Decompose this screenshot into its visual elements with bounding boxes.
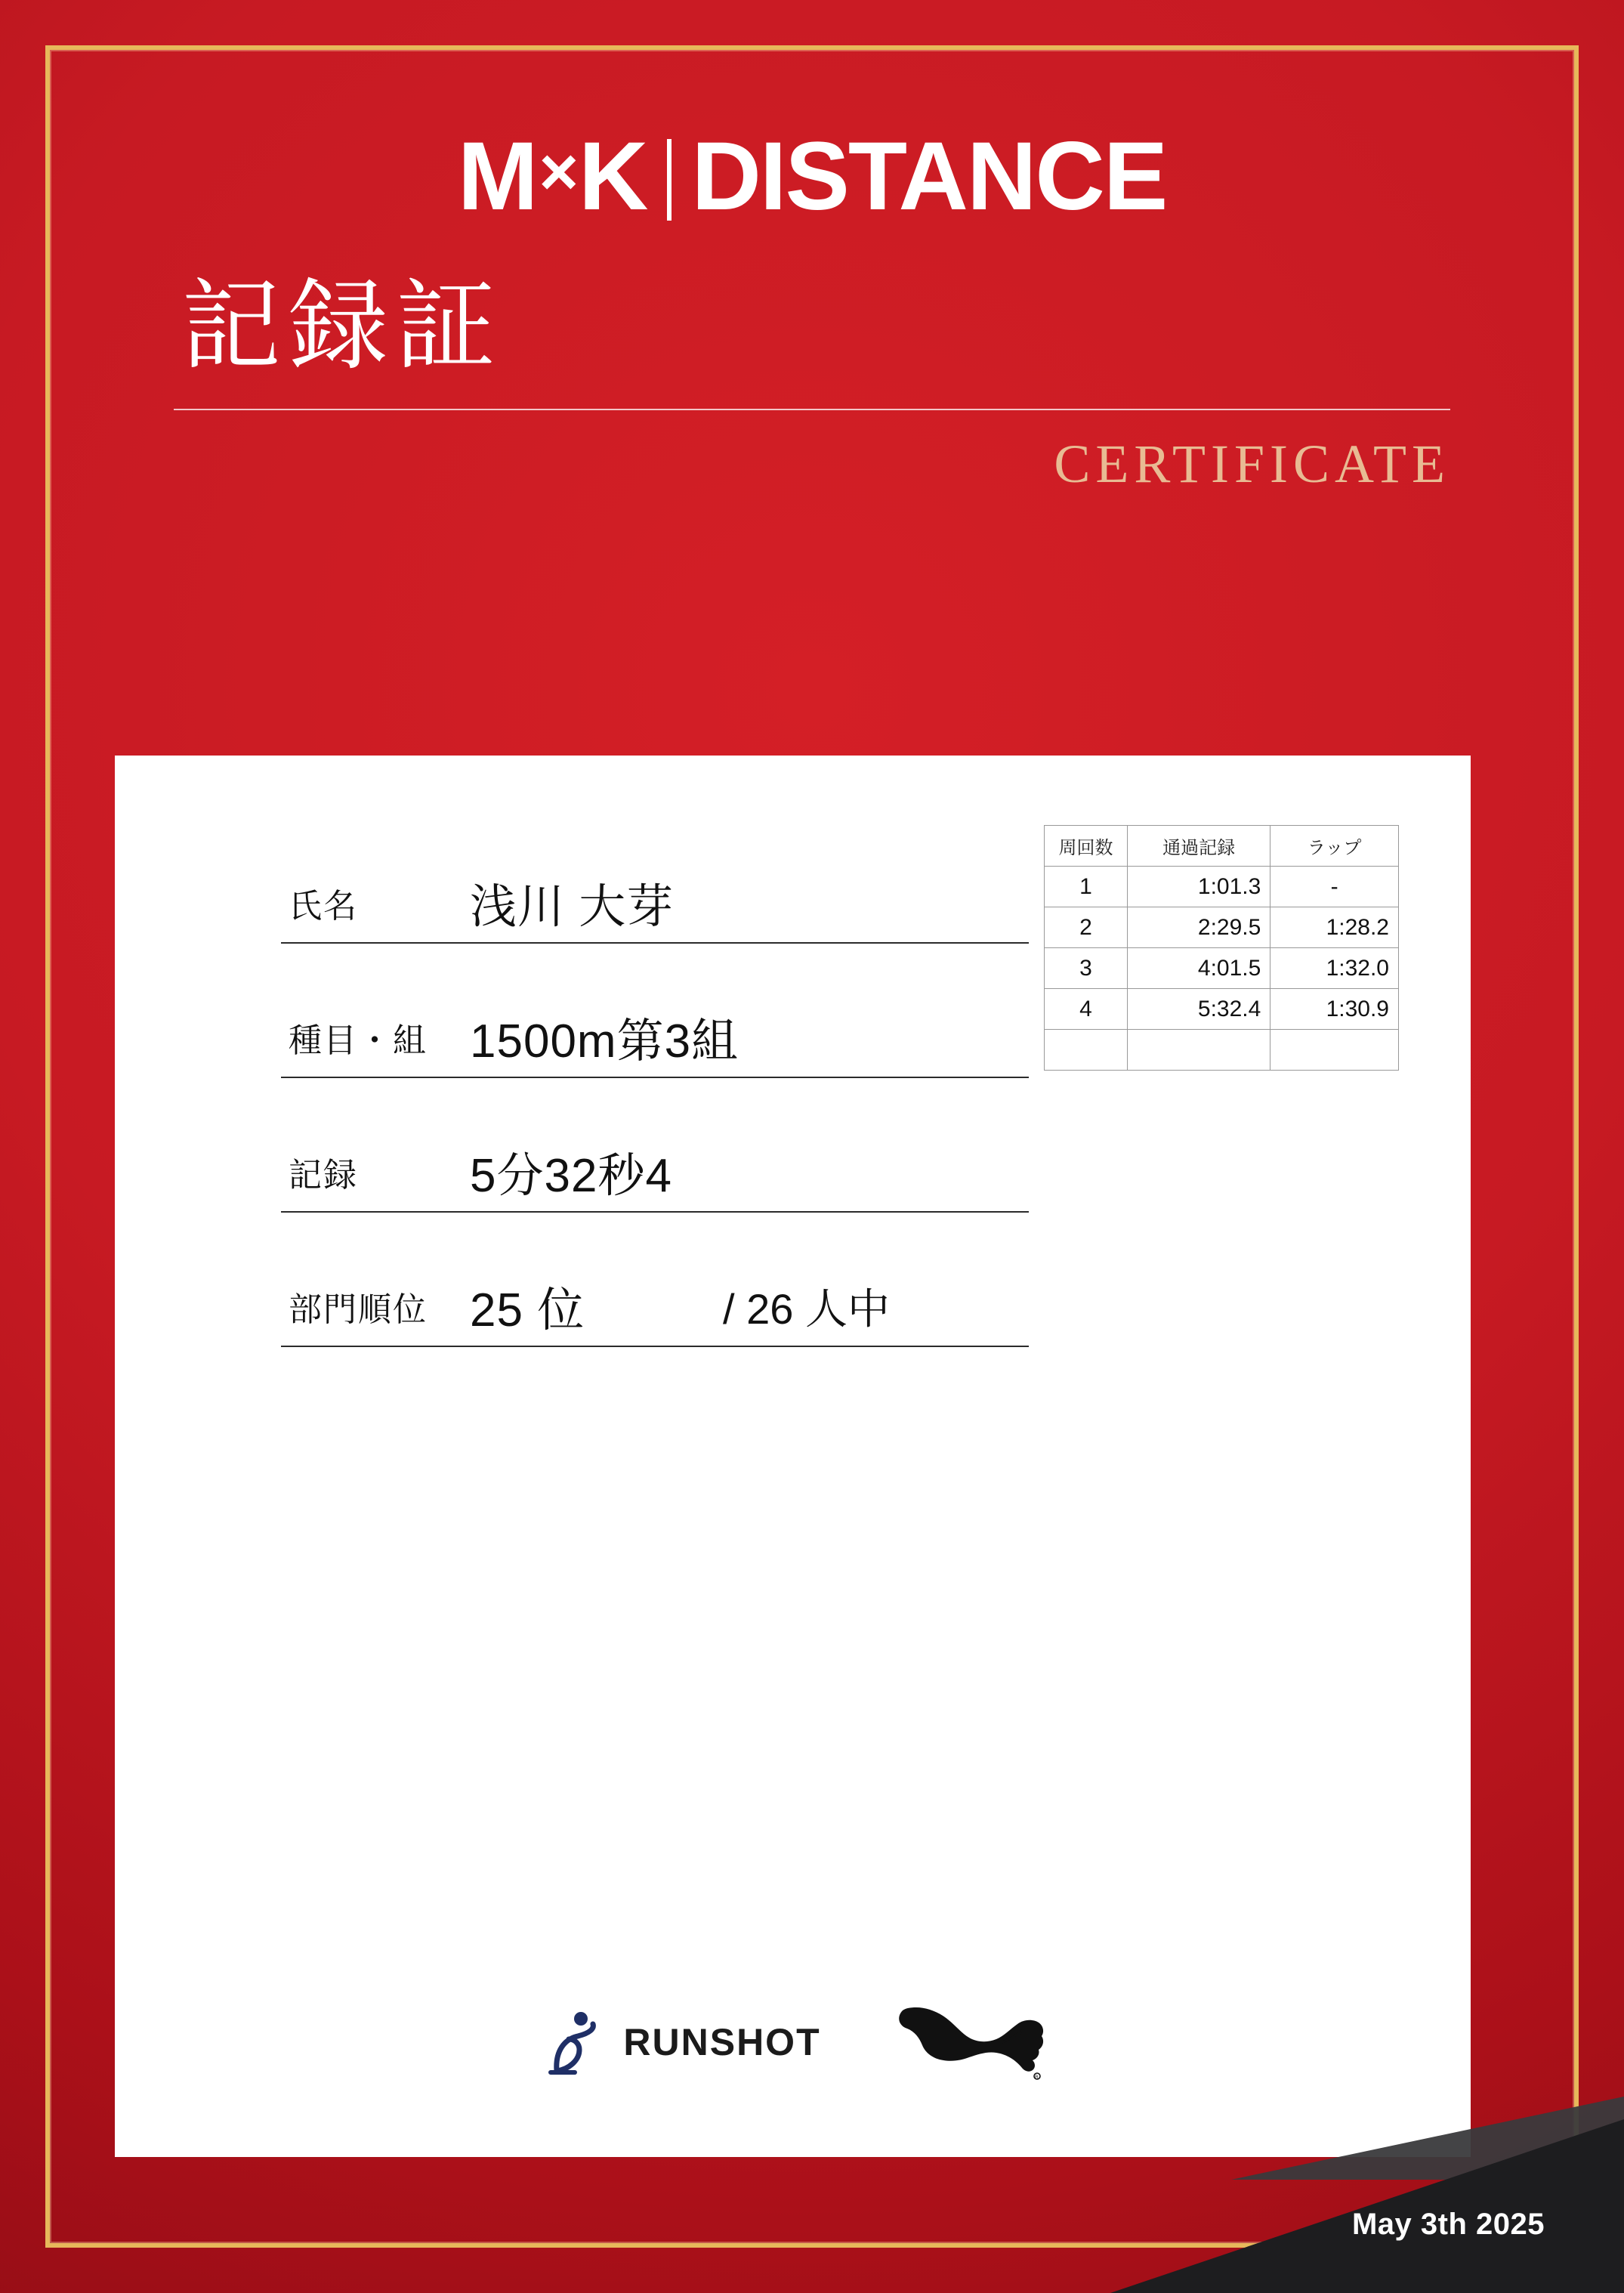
page-title-en: CERTIFICATE [1054, 434, 1450, 495]
field-event-value: 1500m第3組 [470, 1015, 739, 1068]
lap-number [1045, 1030, 1128, 1071]
table-row [1045, 907, 1399, 948]
field-name [190, 820, 1029, 954]
brand-x: × [539, 134, 577, 210]
event-date: May 3th 2025 [1351, 2208, 1545, 2241]
table-row [1045, 989, 1399, 1030]
field-event-underline [281, 1077, 1029, 1078]
lap-col-header-laptime: ラップ [1270, 826, 1399, 867]
field-rank-label: 部門順位 [289, 1291, 428, 1328]
title-rule [174, 409, 1450, 410]
field-rank-underline [281, 1346, 1029, 1347]
result-card [115, 756, 1471, 2157]
lap-split: 2:29.5 [1128, 907, 1270, 948]
lap-col-header-split: 通過記録 [1128, 826, 1270, 867]
table-row [1045, 948, 1399, 989]
lap-laptime: 1:32.0 [1270, 948, 1399, 989]
lap-split: 5:32.4 [1128, 989, 1270, 1030]
table-row [1045, 867, 1399, 907]
puma-cat-icon [889, 1998, 1051, 2085]
field-event [190, 954, 1029, 1089]
brand-distance: DISTANCE [691, 122, 1167, 230]
field-rank-value: 25 位 [470, 1284, 585, 1337]
runshot-label: RUNSHOT [623, 2020, 821, 2063]
field-record-value: 5分32秒4 [470, 1150, 672, 1202]
field-event-label: 種目・組 [289, 1022, 428, 1059]
lap-laptime: 1:30.9 [1270, 989, 1399, 1030]
result-fields [190, 820, 1029, 1358]
table-row [1045, 1030, 1399, 1071]
svg-text:R: R [1034, 2075, 1039, 2080]
field-record-underline [281, 1211, 1029, 1213]
field-record-label: 記録 [289, 1157, 358, 1194]
page-title-jp: 記録証 [181, 271, 503, 382]
lap-table-header-row [1045, 826, 1399, 867]
lap-split: 4:01.5 [1128, 948, 1270, 989]
lap-laptime [1270, 1030, 1399, 1071]
brand-logo [174, 122, 1450, 230]
field-name-value: 浅川 大芽 [470, 881, 675, 933]
brand-m: M [457, 122, 538, 230]
lap-number: 2 [1045, 907, 1128, 948]
lap-laptime: - [1270, 867, 1399, 907]
runner-icon [534, 2006, 607, 2078]
lap-number: 1 [1045, 867, 1128, 907]
field-record [190, 1089, 1029, 1223]
runshot-logo [534, 2006, 820, 2078]
lap-split: 1:01.3 [1128, 867, 1270, 907]
field-rank-total: / 26 人中 [723, 1285, 890, 1333]
brand-divider [667, 139, 672, 221]
lap-split [1128, 1030, 1270, 1071]
certificate-header [174, 122, 1450, 496]
puma-logo [889, 1998, 1051, 2085]
brand-k: K [579, 122, 648, 230]
sponsor-logos [115, 1998, 1471, 2085]
lap-table [1044, 825, 1399, 1071]
lap-col-header-lap: 周回数 [1045, 826, 1128, 867]
field-name-label: 氏名 [289, 888, 358, 925]
field-rank [190, 1223, 1029, 1358]
field-name-underline [281, 942, 1029, 944]
lap-laptime: 1:28.2 [1270, 907, 1399, 948]
lap-number: 4 [1045, 989, 1128, 1030]
lap-number: 3 [1045, 948, 1128, 989]
